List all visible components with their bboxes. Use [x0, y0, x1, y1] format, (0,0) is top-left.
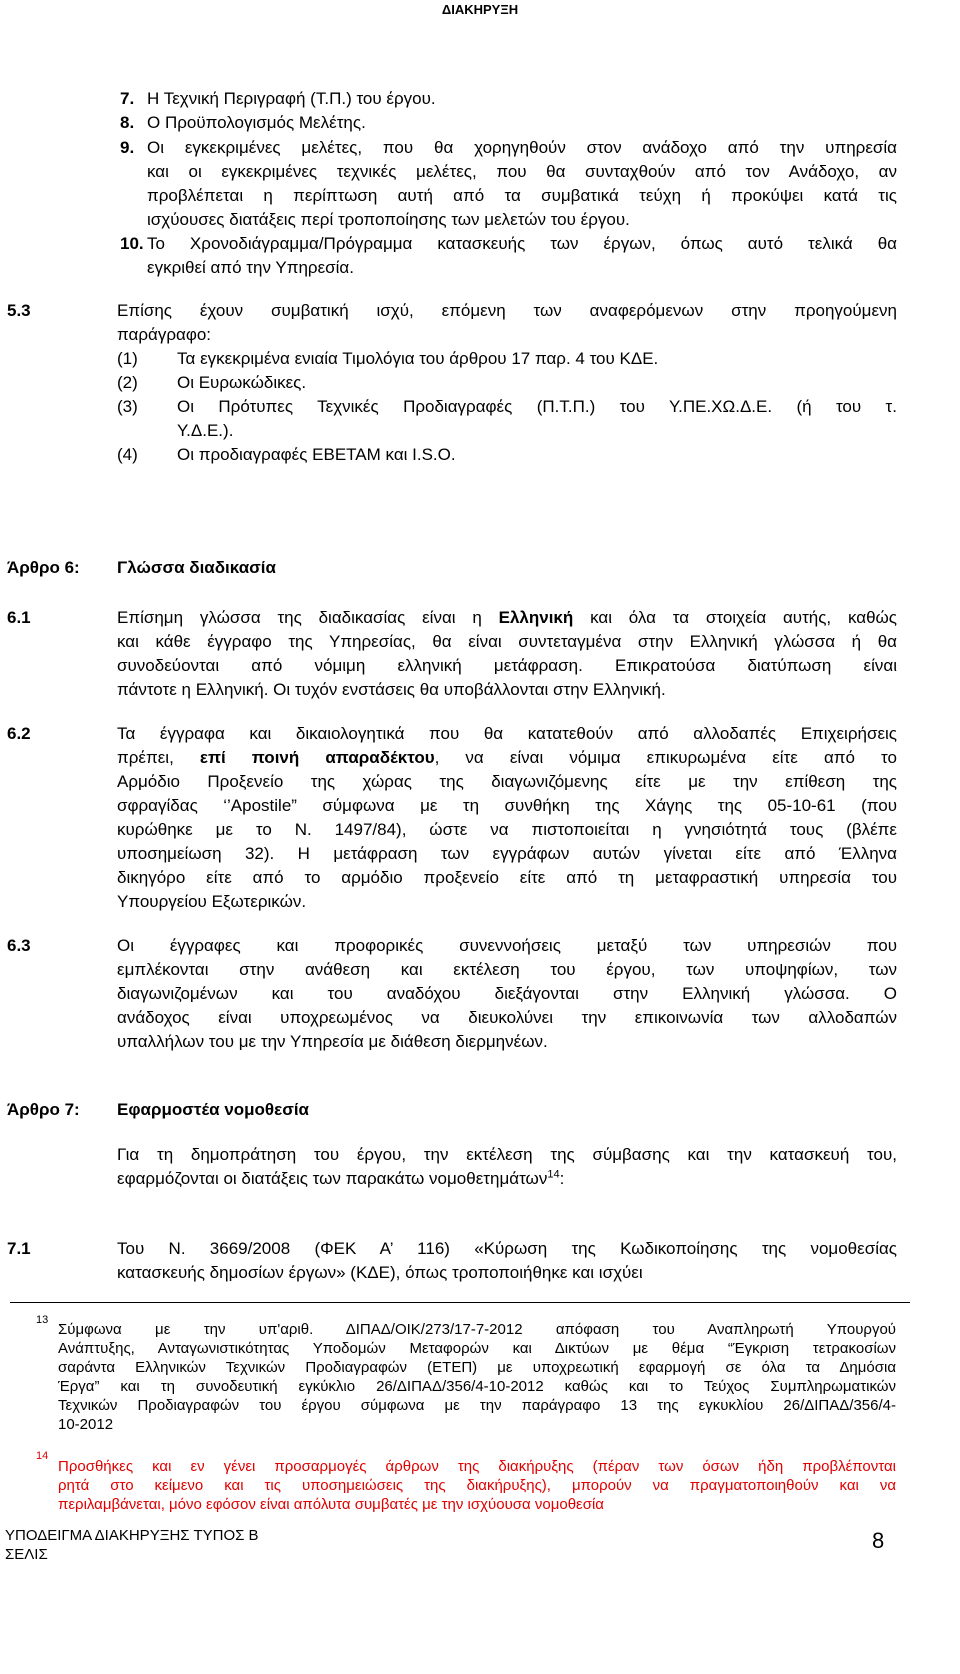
- sec53-item-text: Οι Πρότυπες Τεχνικές Προδιαγραφές (Π.Τ.Π.) του Υ.ΠΕ.ΧΩ.Δ.Ε. (ή του τ.: [177, 397, 897, 416]
- footer-doc-subtitle: ΣΕΛΙΣ: [5, 1546, 48, 1563]
- footnote-13-line: Έργα” και τη συνοδευτική εγκύκλιο 26/ΔΙΠΑΔ/356/4-10-2012 καθώς και το Τεύχος Συμπληρωματικών: [58, 1378, 896, 1395]
- p61-line-1: Επίσημη γλώσσα της διαδικασίας είναι η Ελληνική και όλα τα στοιχεία αυτής, καθώς: [117, 608, 897, 627]
- list-num-8: 8.: [120, 113, 135, 132]
- footnote-14-line: Προσθήκες και εν γένει προσαρμογές άρθρων της διακήρυξης (πέραν των όσων ήδη προβλέπονται: [58, 1458, 896, 1475]
- footnote-13-line: Τεχνικών Προδιαγραφών του έργου σύμφωνα με την παράγραφο 13 της εγκυκλίου 26/ΔΙΠΑΔ/356/4-: [58, 1397, 896, 1414]
- sec53-item-text: Οι Ευρωκώδικες.: [177, 373, 307, 392]
- page-number: 8: [872, 1528, 885, 1553]
- p63-line: ανάδοχος είναι υποχρεωμένος να διευκολύνει την επικοινωνία των αλλοδαπών: [117, 1008, 897, 1027]
- sec53-item-num: (4): [117, 445, 138, 464]
- p63-line: εμπλέκονται στην ανάθεση και εκτέλεση του έργου, των υποψηφίων, των: [117, 960, 897, 979]
- para-num-7-1: 7.1: [7, 1239, 31, 1258]
- article-6-title: Γλώσσα διαδικασία: [117, 558, 276, 577]
- list-num-9: 9.: [120, 138, 135, 157]
- list-num-7: 7.: [120, 89, 135, 108]
- p61-line: και κάθε έγγραφο της Υπηρεσίας, θα είναι συντεταγμένα στην Ελληνική γλώσσα ή θα: [117, 632, 897, 651]
- list-item-9-line: Οι εγκεκριμένες μελέτες, που θα χορηγηθούν στον ανάδοχο από την υπηρεσία: [147, 138, 897, 157]
- footnote-13-line: σαράντα Ελληνικών Τεχνικών Προδιαγραφών (ΕΤΕΠ) με υποχρεωτική εφαρμογή σε όλα τα Δημόσια: [58, 1359, 896, 1376]
- p62-line: Αρμόδιο Προξενείο της χώρας της διαγωνιζόμενης είτε με την επίθεση της: [117, 772, 897, 791]
- art7-intro-line: Για τη δημοπράτηση του έργου, την εκτέλεση της σύμβασης και την κατασκευή του,: [117, 1145, 897, 1164]
- para-num-6-3: 6.3: [7, 936, 31, 955]
- section-num-5-3: 5.3: [7, 301, 31, 320]
- list-item-10-line: Το Χρονοδιάγραμμα/Πρόγραμμα κατασκευής των έργων, όπως αυτό τελικά θα: [147, 234, 897, 253]
- footnote-13-line: Ανάπτυξης, Ανταγωνιστικότητας Υποδομών Μεταφορών και Δικτύων με θέμα “Έγκριση τετρακοσίων: [58, 1340, 896, 1357]
- p62-line: δικηγόρο είτε από το αρμόδιο προξενείο είτε από τη μεταφραστική υπηρεσία του: [117, 868, 897, 887]
- p62-line-2: πρέπει, επί ποινή απαραδέκτου, να είναι νόμιμα επικυρωμένα είτε από το: [117, 748, 897, 767]
- sec53-item-num: (1): [117, 349, 138, 368]
- footnote-13-line: 10-2012: [58, 1416, 114, 1433]
- footnote-13-line: Σύμφωνα με την υπ'αριθ. ΔΙΠΑΔ/ΟΙΚ/273/17-7-2012 απόφαση του Αναπληρωτή Υπουργού: [58, 1321, 896, 1338]
- p62-line: Υπουργείου Εξωτερικών.: [117, 892, 307, 911]
- article-7-title: Εφαρμοστέα νομοθεσία: [117, 1100, 309, 1119]
- sec53-item-text: Τα εγκεκριμένα ενιαία Τιμολόγια του άρθρου 17 παρ. 4 του ΚΔΕ.: [177, 349, 659, 368]
- sec53-item-text: Οι προδιαγραφές ΕΒΕΤΑΜ και I.S.O.: [177, 445, 456, 464]
- sec53-item-num: (2): [117, 373, 138, 392]
- footer-doc-title: ΥΠΟΔΕΙΓΜΑ ΔΙΑΚΗΡΥΞΗΣ ΤΥΠΟΣ Β: [5, 1527, 259, 1544]
- p61-line: πάντοτε η Ελληνική. Οι τυχόν ενστάσεις θα υποβάλλονται στην Ελληνική.: [117, 680, 666, 699]
- p63-line: Οι έγγραφες και προφορικές συνεννοήσεις μεταξύ των υπηρεσιών που: [117, 936, 897, 955]
- list-item-8: Ο Προϋπολογισμός Μελέτης.: [147, 113, 366, 132]
- list-item-9-line: προβλέπεται η περίπτωση αυτή από τα συμβατικά τεύχη ή προκύψει κατά τις: [147, 186, 897, 205]
- p62-line: κυρώθηκε με το Ν. 1497/84), ώστε να πιστοποιείται η γνησιότητά τους (βλέπε: [117, 820, 897, 839]
- para-num-6-2: 6.2: [7, 724, 31, 743]
- footnote-14-num: 14: [36, 1450, 49, 1462]
- p62-line: υποσημείωση 32). Η μετάφραση των εγγράφων αυτών γίνεται είτε από Έλληνα: [117, 844, 897, 863]
- p61-line: συνοδεύονται από νόμιμη ελληνική μετάφραση. Επικρατούσα διατύπωση είναι: [117, 656, 897, 675]
- list-item-7: Η Τεχνική Περιγραφή (Τ.Π.) του έργου.: [147, 89, 436, 108]
- p71-line: Του Ν. 3669/2008 (ΦΕΚ Α’ 116) «Κύρωση της Κωδικοποίησης της νομοθεσίας: [117, 1239, 897, 1258]
- sec53-line: Επίσης έχουν συμβατική ισχύ, επόμενη των αναφερόμενων στην προηγούμενη: [117, 301, 897, 320]
- sec53-item-text: Υ.Δ.Ε.).: [177, 421, 234, 440]
- para-num-6-1: 6.1: [7, 608, 31, 627]
- footnote-separator: [10, 1302, 910, 1303]
- p63-line: διαγωνιζομένων και του αναδόχου διεξάγονται στην Ελληνική γλώσσα. Ο: [117, 984, 897, 1003]
- p62-line: Τα έγγραφα και δικαιολογητικά που θα κατατεθούν από αλλοδαπές Επιχειρήσεις: [117, 724, 897, 743]
- list-num-10: 10.: [120, 234, 144, 253]
- header-title: ΔΙΑΚΗΡΥΞΗ: [441, 2, 519, 17]
- footnote-ref-14[interactable]: 14: [547, 1168, 560, 1181]
- article-7-label: Άρθρο 7:: [7, 1100, 80, 1119]
- p71-line: κατασκευής δημοσίων έργων» (ΚΔΕ), όπως τροποποιήθηκε και ισχύει: [117, 1263, 643, 1282]
- footnote-14-line: ρητά στο κείμενο και τις υποσημειώσεις της διακήρυξης), μπορούν να πραγματοποιηθούν και να: [58, 1477, 896, 1494]
- sec53-item-num: (3): [117, 397, 138, 416]
- p63-line: υπαλλήλων του με την Υπηρεσία με διάθεση διερμηνέων.: [117, 1032, 548, 1051]
- p62-line: σφραγίδας ‘’Apostile” σύμφωνα με τη συνθήκη της Χάγης της 05-10-61 (που: [117, 796, 897, 815]
- footnote-13-num: 13: [36, 1314, 49, 1326]
- sec53-line: παράγραφο:: [117, 325, 212, 344]
- list-item-9-line: ισχύουσες διατάξεις περί τροποποίησης των μελετών του έργου.: [147, 210, 630, 229]
- list-item-10-line: εγκριθεί από την Υπηρεσία.: [147, 258, 354, 277]
- list-item-9-line: και οι εγκεκριμένες τεχνικές μελέτες, που θα συνταχθούν από τον Ανάδοχο, αν: [147, 162, 897, 181]
- art7-intro-line-2: εφαρμόζονται οι διατάξεις των παρακάτω νομοθετημάτων$^{14}$:: [117, 1168, 565, 1188]
- footnote-14-line: περιλαμβάνεται, μόνο εφόσον είναι απόλυτα συμβατές με την ισχύουσα νομοθεσία: [58, 1496, 604, 1513]
- article-6-label: Άρθρο 6:: [7, 558, 80, 577]
